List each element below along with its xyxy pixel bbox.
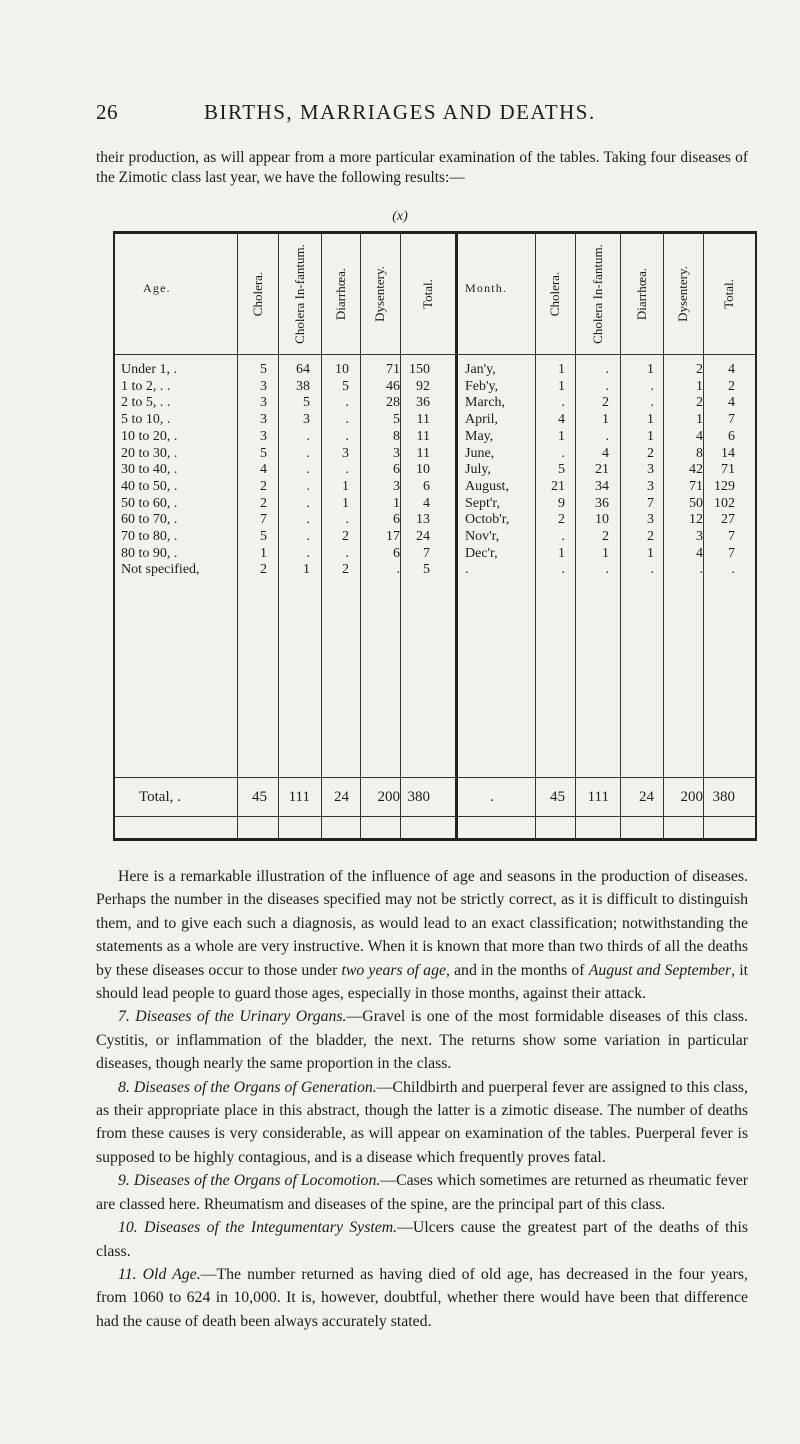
age-header-diarrhoea: Diarrhœa. xyxy=(332,267,348,321)
age-cell: 5 xyxy=(342,378,349,394)
month-cell: 7 xyxy=(728,545,735,561)
table-row xyxy=(115,462,755,478)
month-cell: 21 xyxy=(595,462,609,478)
month-label: June, xyxy=(465,445,495,461)
total-value: 380 xyxy=(712,789,735,805)
age-cell: . xyxy=(345,395,349,411)
month-cell: . xyxy=(650,395,654,411)
table-row xyxy=(115,546,755,562)
month-cell: 1 xyxy=(647,412,654,428)
age-cell: . xyxy=(306,445,310,461)
month-label: Nov'r, xyxy=(465,529,500,544)
month-cell: 2 xyxy=(602,529,609,544)
age-column-header: Age. xyxy=(143,281,171,295)
age-header-total: Total. xyxy=(419,279,435,309)
month-cell: . xyxy=(561,445,565,461)
age-cell: 28 xyxy=(386,395,400,411)
age-cell: 10 xyxy=(416,462,430,478)
age-cell: 2 xyxy=(260,495,267,511)
table-row xyxy=(115,429,755,445)
age-cell: 1 xyxy=(342,495,349,511)
month-cell: 1 xyxy=(558,545,565,561)
month-cell: 3 xyxy=(696,529,703,544)
month-cell: . xyxy=(731,562,735,578)
age-label: 80 to 90, . xyxy=(121,545,178,561)
age-cell: 92 xyxy=(416,378,430,394)
month-cell: . xyxy=(605,562,609,578)
month-cell: 2 xyxy=(696,362,703,377)
month-cell: 1 xyxy=(696,412,703,428)
age-cell: 3 xyxy=(342,445,349,461)
table-row xyxy=(115,479,755,495)
age-cell: 17 xyxy=(386,529,400,544)
age-header-cholera: Cholera. xyxy=(249,271,265,317)
month-cell: . xyxy=(650,562,654,578)
table-row xyxy=(115,496,755,512)
age-label: 60 to 70, . xyxy=(121,512,178,528)
total-divider-top xyxy=(115,777,755,778)
month-cell: 1 xyxy=(558,362,565,377)
age-cell: 7 xyxy=(260,512,267,528)
age-label: 20 to 30, . xyxy=(121,445,178,461)
total-value: 200 xyxy=(377,789,400,805)
month-cell: 1 xyxy=(696,378,703,394)
age-cell: 3 xyxy=(260,412,267,428)
month-cell: . xyxy=(561,529,565,544)
age-cell: 36 xyxy=(416,395,430,411)
total-row xyxy=(115,788,755,806)
age-cell: 11 xyxy=(416,428,430,444)
month-cell: 36 xyxy=(595,495,609,511)
age-label: Under 1, . xyxy=(121,362,177,377)
total-age-label: Total, . xyxy=(139,789,181,805)
age-cell: 38 xyxy=(296,378,310,394)
month-cell: 2 xyxy=(647,445,654,461)
month-cell: 4 xyxy=(728,362,735,377)
month-cell: 71 xyxy=(721,462,735,478)
age-cell: . xyxy=(345,428,349,444)
month-cell: 71 xyxy=(689,478,703,494)
table-row xyxy=(115,446,755,462)
month-header-cholera: Cholera. xyxy=(547,271,562,317)
age-cell: 2 xyxy=(342,529,349,544)
month-cell: 10 xyxy=(595,512,609,528)
age-cell: 6 xyxy=(393,462,400,478)
age-cell: . xyxy=(345,512,349,528)
age-cell: 5 xyxy=(303,395,310,411)
age-cell: 6 xyxy=(393,512,400,528)
age-header-dysentery: Dysentery. xyxy=(372,266,387,322)
age-cell: 1 xyxy=(342,478,349,494)
total-value: 24 xyxy=(334,789,349,805)
total-value: 380 xyxy=(407,789,430,805)
month-cell: 3 xyxy=(647,512,654,528)
age-label: 1 to 2, . . xyxy=(121,378,171,394)
table-row xyxy=(115,412,755,428)
month-cell: 3 xyxy=(647,462,654,478)
age-cell: 3 xyxy=(260,378,267,394)
month-cell: 7 xyxy=(728,529,735,544)
month-label: April, xyxy=(465,412,499,428)
age-cell: 11 xyxy=(416,412,430,428)
age-cell: 24 xyxy=(416,529,430,544)
month-cell: . xyxy=(561,562,565,578)
age-cell: . xyxy=(306,478,310,494)
table-row xyxy=(115,562,755,578)
table-row xyxy=(115,379,755,395)
month-cell: 4 xyxy=(696,545,703,561)
paragraph-generation: 8. Diseases of the Organs of Generation.—Childbirth and puerperal fever are assigned to this class, as their appropriate place in this abstract, though the latter is a zimotic disease. The number of deaths from these causes is very considerable, as will appear on examination of the tables. Puerperal fever is supposed to be highly contagious, and is a disease which frequently proves fatal. xyxy=(96,1078,748,1166)
age-cell: 46 xyxy=(386,378,400,394)
month-cell: 2 xyxy=(696,395,703,411)
paragraph-integumentary: 10. Diseases of the Integumentary System.—Ulcers cause the greatest part of the deaths of this class. xyxy=(96,1219,748,1260)
age-cell: 3 xyxy=(303,412,310,428)
intro-paragraph: their production, as will appear from a more particular examination of the tables. Taking four diseases of the Zimotic class last year, we have the following results:— xyxy=(96,149,748,186)
age-cell: 5 xyxy=(423,562,430,578)
month-cell: 3 xyxy=(647,478,654,494)
age-cell: 8 xyxy=(393,428,400,444)
age-cell: 1 xyxy=(303,562,310,578)
month-label: March, xyxy=(465,395,506,411)
month-label: Sept'r, xyxy=(465,495,501,511)
total-value: 45 xyxy=(550,789,565,805)
month-label: . xyxy=(465,562,469,578)
month-cell: 9 xyxy=(558,495,565,511)
age-cell: 4 xyxy=(423,495,430,511)
running-title: BIRTHS, MARRIAGES AND DEATHS. xyxy=(204,100,596,124)
month-cell: 8 xyxy=(696,445,703,461)
month-label: Dec'r, xyxy=(465,545,498,561)
age-cell: 5 xyxy=(260,362,267,377)
month-cell: 1 xyxy=(602,412,609,428)
month-header-dysentery: Dysentery. xyxy=(675,266,690,322)
age-cell: 3 xyxy=(260,428,267,444)
month-label: Jan'y, xyxy=(465,362,496,377)
age-cell: . xyxy=(306,495,310,511)
total-value: 111 xyxy=(587,789,609,805)
age-cell: 6 xyxy=(393,545,400,561)
month-cell: 2 xyxy=(647,529,654,544)
table-row xyxy=(115,395,755,411)
age-cell: 2 xyxy=(260,562,267,578)
age-cell: 3 xyxy=(393,478,400,494)
age-cell: 2 xyxy=(342,562,349,578)
paragraph-influence: Here is a remarkable illustration of the influence of age and seasons in the production of diseases. Perhaps the number in the diseases specified may not be strictly correct, as it is difficult to distinguish them, and to give each such a diagnosis, as would lead to an exact classification; notwithstanding the statements as a whole are very instructive. When it is known that more than two thirds of all the deaths by these diseases occur to those under two years of age, and in the months of August and September, it should lead people to guard those ages, especially in those months, against their attack. xyxy=(96,868,749,1003)
age-cell: 71 xyxy=(386,362,400,377)
month-cell: 4 xyxy=(602,445,609,461)
age-cell: 5 xyxy=(260,445,267,461)
month-cell: 7 xyxy=(728,412,735,428)
age-cell: 11 xyxy=(416,445,430,461)
age-cell: 5 xyxy=(393,412,400,428)
age-cell: . xyxy=(345,545,349,561)
month-cell: 129 xyxy=(714,478,735,494)
total-month-label: . xyxy=(490,789,494,805)
total-value: 111 xyxy=(288,789,310,805)
paragraph-old-age: 11. Old Age.—The number returned as having died of old age, has decreased in the four years, from 1060 to 624 in 10,000. It is, however, doubtful, whether there would have been that difference had the cause of death been always accurately stated. xyxy=(96,1265,748,1330)
month-cell: 14 xyxy=(721,445,735,461)
month-cell: 1 xyxy=(558,428,565,444)
age-cell: . xyxy=(306,545,310,561)
month-cell: . xyxy=(650,378,654,394)
age-label: 2 to 5, . . xyxy=(121,395,171,411)
age-header-cholera-infantum: Cholera In-fantum. xyxy=(291,244,307,344)
age-cell: 13 xyxy=(416,512,430,528)
month-header-diarrhoea: Diarrhœa. xyxy=(633,267,649,321)
age-cell: 10 xyxy=(335,362,349,377)
month-cell: 12 xyxy=(689,512,703,528)
age-cell: 3 xyxy=(393,445,400,461)
month-cell: 50 xyxy=(689,495,703,511)
total-value: 200 xyxy=(680,789,703,805)
month-cell: 21 xyxy=(551,478,565,494)
month-cell: 1 xyxy=(647,362,654,377)
body-text xyxy=(96,865,748,1333)
month-cell: . xyxy=(699,562,703,578)
total-value: 24 xyxy=(639,789,654,805)
age-cell: 1 xyxy=(393,495,400,511)
paragraph-urinary: 7. Diseases of the Urinary Organs.—Gravel is one of the most formidable diseases of this class. Cystitis, or inflammation of the bladder, the next. The returns show some variation in particular diseases, though nearly the same proportion in the class. xyxy=(96,1008,748,1073)
month-cell: 1 xyxy=(558,378,565,394)
month-cell: 2 xyxy=(602,395,609,411)
age-label: 5 to 10, . xyxy=(121,412,171,428)
age-cell: . xyxy=(306,529,310,544)
age-label: 40 to 50, . xyxy=(121,478,178,494)
month-cell: 4 xyxy=(558,412,565,428)
table-row xyxy=(115,529,755,545)
month-cell: 1 xyxy=(647,545,654,561)
table-label: (x) xyxy=(392,209,408,224)
month-cell: . xyxy=(561,395,565,411)
total-value: 45 xyxy=(252,789,267,805)
month-header-total: Total. xyxy=(721,279,736,309)
age-cell: 150 xyxy=(409,362,430,377)
month-cell: 1 xyxy=(602,545,609,561)
month-cell: 1 xyxy=(647,428,654,444)
table-row xyxy=(115,362,755,378)
month-label: May, xyxy=(465,428,494,444)
age-cell: 64 xyxy=(296,362,310,377)
age-cell: . xyxy=(345,462,349,478)
month-cell: 5 xyxy=(558,462,565,478)
age-cell: 5 xyxy=(260,529,267,544)
age-label: 10 to 20, . xyxy=(121,428,178,444)
age-cell: 1 xyxy=(260,545,267,561)
age-cell: 3 xyxy=(260,395,267,411)
age-cell: 2 xyxy=(260,478,267,494)
month-label: August, xyxy=(465,478,509,494)
age-label: Not specified, xyxy=(121,562,200,578)
age-cell: . xyxy=(306,428,310,444)
page-number: 26 xyxy=(96,100,118,124)
month-cell: 4 xyxy=(728,395,735,411)
paragraph-locomotion: 9. Diseases of the Organs of Locomotion.—Cases which sometimes are returned as rheumatic fever are classed here. Rheumatism and diseases of the spine, are the principal part of this class. xyxy=(96,1172,748,1213)
age-label: 30 to 40, . xyxy=(121,462,178,478)
age-label: 50 to 60, . xyxy=(121,495,178,511)
month-cell: . xyxy=(605,378,609,394)
month-cell: 42 xyxy=(689,462,703,478)
month-label: Feb'y, xyxy=(465,378,499,394)
mortality-table xyxy=(113,231,757,841)
month-cell: . xyxy=(605,428,609,444)
age-label: 70 to 80, . xyxy=(121,529,178,544)
month-label: Octob'r, xyxy=(465,512,510,528)
total-divider-bottom xyxy=(115,816,755,817)
age-cell: 4 xyxy=(260,462,267,478)
age-cell: . xyxy=(306,462,310,478)
month-cell: 27 xyxy=(721,512,735,528)
month-cell: 4 xyxy=(696,428,703,444)
month-cell: 6 xyxy=(728,428,735,444)
month-cell: 2 xyxy=(558,512,565,528)
table-row xyxy=(115,512,755,528)
month-label: July, xyxy=(465,462,491,478)
month-cell: 102 xyxy=(714,495,735,511)
age-cell: . xyxy=(345,412,349,428)
month-cell: . xyxy=(605,362,609,377)
month-cell: 34 xyxy=(595,478,609,494)
age-cell: . xyxy=(306,512,310,528)
month-cell: 7 xyxy=(647,495,654,511)
month-column-header: Month. xyxy=(465,281,508,295)
header-divider xyxy=(115,354,755,355)
age-cell: . xyxy=(396,562,400,578)
age-cell: 7 xyxy=(423,545,430,561)
month-cell: 2 xyxy=(728,378,735,394)
month-header-cholera-infantum: Cholera In-fantum. xyxy=(589,244,605,344)
age-cell: 6 xyxy=(423,478,430,494)
